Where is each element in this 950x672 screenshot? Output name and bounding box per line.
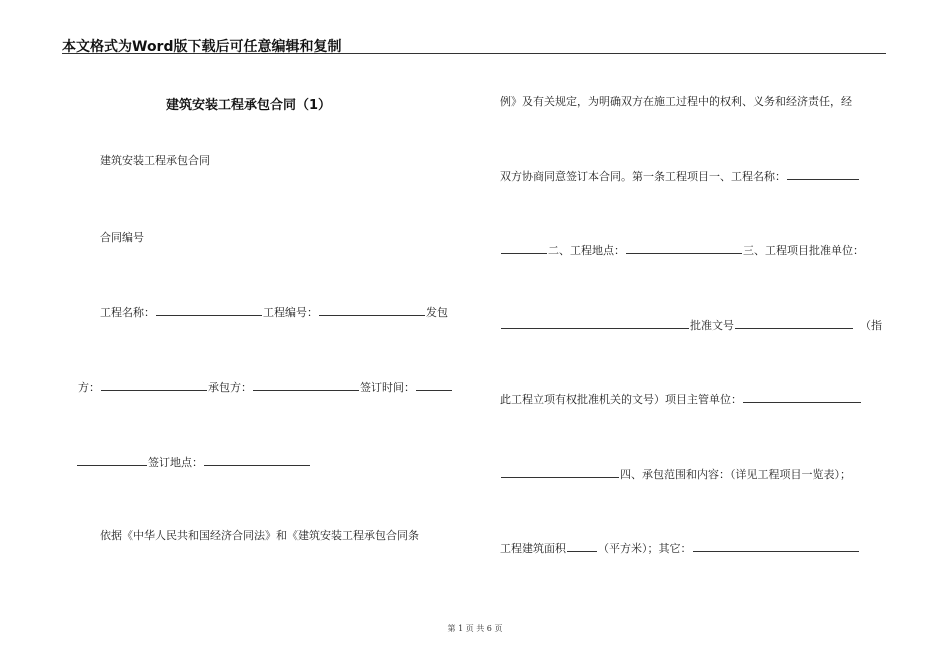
approval-unit-label: 三、工程项目批准单位：	[743, 244, 864, 257]
contractor-label: 承包方：	[208, 381, 252, 394]
right-line-scope	[500, 467, 851, 482]
header-divider	[62, 53, 886, 54]
left-line-project-fields	[100, 305, 448, 320]
employer-blank	[101, 380, 207, 391]
right-line-location	[500, 243, 864, 258]
left-line-contract-name: 建筑安装工程承包合同	[100, 154, 210, 167]
project-name-label: 工程名称：	[100, 306, 155, 319]
header-title: 本文格式为Word版下载后可任意编辑和复制	[62, 39, 342, 55]
right-line-approval-number	[500, 318, 882, 333]
scope-text: 四、承包范围和内容：（详见工程项目一览表）；	[620, 468, 851, 481]
area-label: 工程建筑面积	[500, 542, 566, 555]
area-blank	[567, 541, 597, 552]
approval-unit-blank	[501, 318, 689, 329]
agreement-text: 双方协商同意签订本合同。第一条工程项目一、工程名称：	[500, 170, 786, 183]
employer-label-end: 方：	[78, 381, 100, 394]
supervising-unit-blank-cont	[501, 467, 619, 478]
right-line-authority	[500, 392, 862, 407]
signing-time-blank	[416, 380, 452, 391]
signing-place-blank	[204, 455, 310, 466]
document-title: 建筑安装工程承包合同（1）	[166, 98, 332, 113]
supervising-unit-blank	[743, 392, 861, 403]
other-blank	[693, 541, 859, 552]
right-line-area	[500, 541, 860, 556]
left-line-basis: 依据《中华人民共和国经济合同法》和《建筑安装工程承包合同条	[100, 529, 419, 542]
authority-text: 此工程立项有权批准机关的文号）项目主管单位：	[500, 393, 742, 406]
signing-place-label: 签订地点：	[148, 456, 203, 469]
area-unit-other-label: （平方米）；其它：	[598, 542, 692, 555]
location-blank	[626, 243, 742, 254]
approval-number-blank	[735, 318, 853, 329]
project-title-blank-cont	[501, 243, 547, 254]
left-line-parties	[78, 380, 453, 395]
contractor-blank	[253, 380, 359, 391]
employer-label-start: 发包	[426, 306, 448, 319]
project-number-blank	[319, 305, 425, 316]
project-name-blank	[156, 305, 262, 316]
approval-number-label: 批准文号	[690, 319, 734, 332]
approval-note-start: （指	[860, 319, 882, 332]
left-line-contract-number: 合同编号	[100, 231, 144, 244]
signing-time-blank-cont	[77, 455, 147, 466]
right-line-agreement	[500, 169, 860, 184]
right-line-regulations: 例》及有关规定，为明确双方在施工过程中的权利、义务和经济责任，经	[500, 95, 852, 108]
left-line-signing-place	[76, 455, 311, 470]
location-label: 二、工程地点：	[548, 244, 625, 257]
signing-time-label: 签订时间：	[360, 381, 415, 394]
page-number: 第 1 页 共 6 页	[447, 624, 503, 633]
project-title-blank	[787, 169, 859, 180]
project-number-label: 工程编号：	[263, 306, 318, 319]
